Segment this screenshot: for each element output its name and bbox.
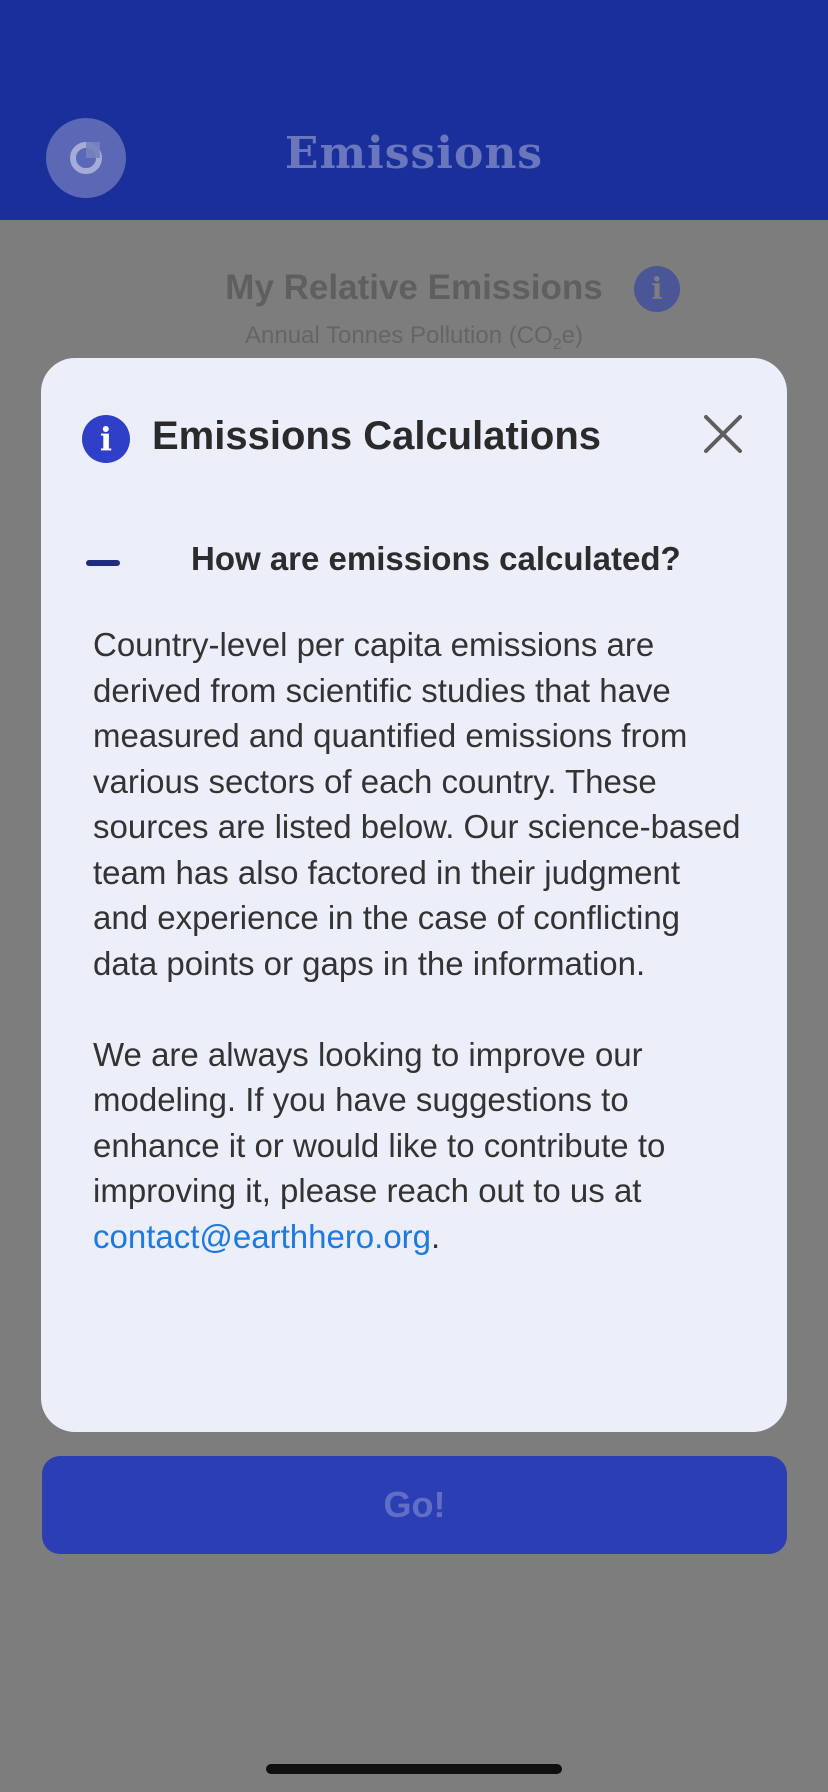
page-title: Emissions bbox=[284, 128, 544, 179]
faq-question: How are emissions calculated? bbox=[191, 540, 681, 577]
faq-toggle[interactable] bbox=[86, 540, 746, 590]
relative-emissions-title-text: My Relative Emissions bbox=[225, 268, 603, 307]
relative-emissions-info-icon[interactable]: i bbox=[634, 266, 680, 312]
contact-email-link[interactable]: contact@earthhero.org bbox=[93, 1217, 432, 1255]
subtitle-suffix: e) bbox=[561, 322, 583, 349]
close-button[interactable] bbox=[697, 408, 749, 460]
go-button[interactable]: Go! bbox=[42, 1456, 787, 1554]
relative-emissions-title bbox=[0, 268, 828, 308]
relative-emissions-subtitle bbox=[0, 322, 828, 354]
app-header bbox=[0, 0, 828, 220]
answer-paragraph-1: Country-level per capita emissions are derived from scientific studies that have measured and quantified emissions from various sectors of each country. These sources are listed below. Our science-based team has also factored in their judgment and experience in the case of conflicting data points or gaps in the information. bbox=[93, 626, 741, 982]
modal-title: Emissions Calculations bbox=[152, 414, 602, 458]
faq-answer bbox=[93, 622, 743, 1259]
close-icon bbox=[701, 412, 745, 456]
minus-icon bbox=[86, 560, 120, 566]
home-indicator[interactable] bbox=[266, 1764, 562, 1774]
subtitle-prefix: Annual Tonnes Pollution (CO bbox=[245, 322, 553, 349]
emissions-calculations-modal bbox=[41, 358, 787, 1432]
answer-paragraph-2-text: We are always looking to improve our modeling. If you have suggestions to enhance it or would like to contribute to improving it, please reach out to us at bbox=[93, 1035, 666, 1209]
subtitle-subscript: 2 bbox=[552, 335, 562, 353]
answer-paragraph-2-end: . bbox=[431, 1217, 441, 1255]
info-icon: i bbox=[82, 415, 130, 463]
answer-paragraph-2 bbox=[93, 1032, 743, 1260]
